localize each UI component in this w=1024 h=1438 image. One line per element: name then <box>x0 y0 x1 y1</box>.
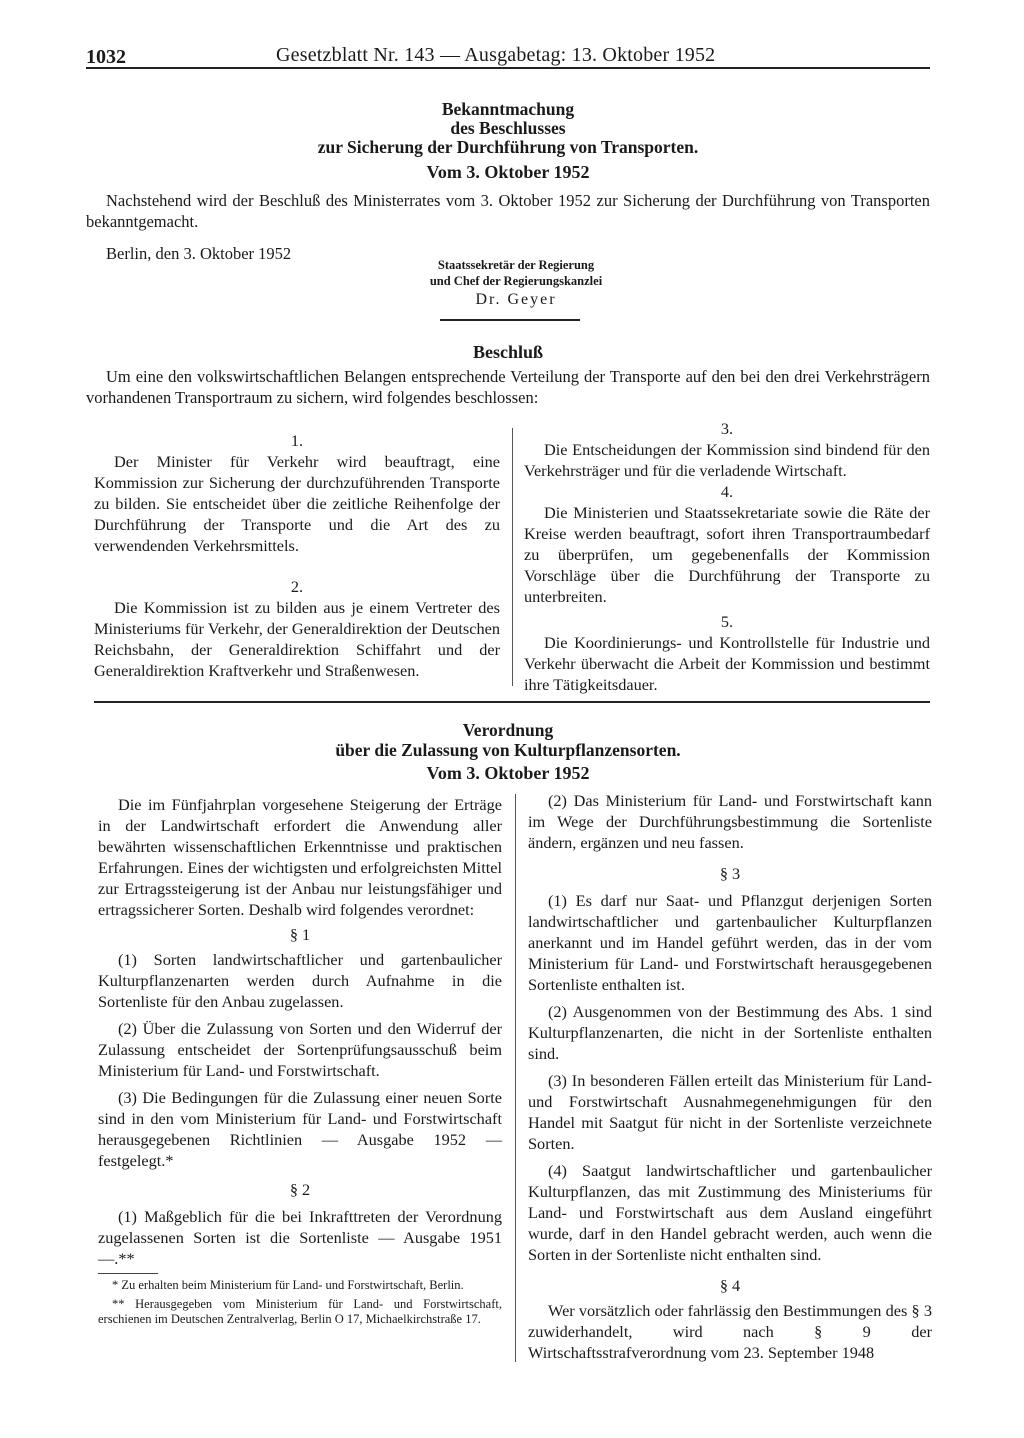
s3-para: (3) In besonderen Fällen erteilt das Ministerium für Land- und Forstwirtschaft Ausnahmegenehmigungen für den Handel mit Saatgut für nicht in der Sortenliste verzeichnete Sorten. <box>528 1071 932 1153</box>
point-number: 4. <box>720 482 734 501</box>
doc1-title-line: Bekanntmachung <box>441 99 575 119</box>
point-number: 3. <box>720 419 734 438</box>
signature-rule <box>440 319 580 321</box>
s1-para: (1) Sorten landwirtschaftlicher und gartenbaulicher Kulturpflanzenarten werden durch Aufnahme in die Sortenliste für den Anbau zugelassen. <box>98 950 502 1011</box>
beschluss-intro: Um eine den volkswirtschaftlichen Belangen entsprechende Verteilung der Transporte auf den bei den drei Verkehrsträgern vorhandenen Transportraum zu sichern, wird folgendes beschlossen: <box>86 367 930 407</box>
s1-para: (3) Die Bedingungen für die Zulassung einer neuen Sorte sind in den vom Ministerium für Land- und Forstwirtschaft herausgegebenen Richtlinien — Ausgabe 1952 — festgelegt.* <box>98 1088 502 1170</box>
footnote-rule <box>98 1273 158 1274</box>
doc1-intro: Nachstehend wird der Beschluß des Ministerrates vom 3. Oktober 1952 zur Sicherung der Durchführung von Transporten bekanntgemacht. <box>86 191 930 231</box>
doc1-left-column <box>94 430 500 681</box>
footnotes <box>98 1273 502 1327</box>
doc1-title-line: des Beschlusses <box>450 118 566 138</box>
doc2-title <box>86 720 930 783</box>
point-number: 5. <box>720 612 734 631</box>
section-4-title: § 4 <box>719 1276 741 1295</box>
signatory-line: Staatssekretär der Regierung <box>437 258 595 272</box>
s2-para: (2) Das Ministerium für Land- und Forstwirtschaft kann im Wege der Durchführungsbestimmung die Sortenliste ändern, ergänzen und neu fassen. <box>528 791 932 852</box>
doc1-right-column <box>524 418 930 695</box>
s3-para: (4) Saatgut landwirtschaftlicher und gartenbaulicher Kulturpflanzen, das mit Zustimmung des Ministeriums für Land- und Forstwirtschaft aus dem Ausland eingeführt wurde, darf in den Handel gebracht werden, auch wenn die Sorten in der Sortenliste nicht enthalten sind. <box>528 1161 932 1264</box>
signatory-name: Dr. Geyer <box>475 291 557 308</box>
point-text: Die Kommission ist zu bilden aus je einem Vertreter des Ministeriums für Verkehr, der Generaldirektion der Deutschen Reichsbahn, der Generaldirektion Schiffahrt und der Generaldirektion Kraftverkehr und Straßenwesen. <box>94 598 500 680</box>
beschluss-title: Beschluß <box>472 342 544 362</box>
s3-para: (1) Es darf nur Saat- und Pflanzgut derjenigen Sorten landwirtschaftlicher und gartenbaulicher Kulturpflanzen anerkannt und im Handel geführt werden, das in der vom Ministerium für Land- und Forstwirtschaft herausgegebenen Sortenliste enthalten ist. <box>528 891 932 994</box>
column-divider <box>515 794 516 1362</box>
footnote: * Zu erhalten beim Ministerium für Land- und Forstwirtschaft, Berlin. <box>112 1278 464 1292</box>
point-text: Die Koordinierungs- und Kontrollstelle für Industrie und Verkehr überwacht die Arbeit der Kommission und bestimmt ihre Tätigkeitsdauer. <box>524 633 930 694</box>
header-rule <box>86 67 930 69</box>
page-number: 1032 <box>86 46 126 68</box>
section-1-title: § 1 <box>289 925 311 944</box>
page-header <box>86 42 930 68</box>
doc1-date-line: Vom 3. Oktober 1952 <box>426 162 590 182</box>
s4-para: Wer vorsätzlich oder fahrlässig den Bestimmungen des § 3 zuwiderhandelt, wird nach § 9 der Wirtschaftsstrafverordnung vom 23. September 1948 <box>528 1301 932 1362</box>
section-2-title: § 2 <box>289 1180 311 1199</box>
section-3-title: § 3 <box>719 864 741 883</box>
doc2-right-column <box>528 790 932 1363</box>
s2-para: (1) Maßgeblich für die bei Inkrafttreten der Verordnung zugelassenen Sorten ist die Sortenliste — Ausgabe 1951 —.** <box>98 1207 502 1268</box>
doc2-left-column <box>98 794 502 1327</box>
preamble: Die im Fünfjahrplan vorgesehene Steigerung der Erträge in der Landwirtschaft erfordert die Anwendung aller bewährten wissenschaftlichen Erkenntnisse und praktischen Erfahrungen. Eines der wichtigsten und erfolgreichsten Mittel zur Ertragssteigerung ist der Anbau nur leistungsfähiger und ertragssicherer Sorten. Deshalb wird folgendes verordnet: <box>98 795 502 919</box>
doc2-title-line: Verordnung <box>462 720 554 740</box>
point-text: Die Entscheidungen der Kommission sind bindend für den Verkehrsträger und für die verladende Wirtschaft. <box>524 440 930 480</box>
section-rule <box>94 701 930 703</box>
point-text: Die Ministerien und Staatssekretariate sowie die Räte der Kreise werden beauftragt, sofort ihren Transportraumbedarf zu überprüfen, um gegebenenfalls der Kommission Vorschläge über die Durchführung der Transporte zu unterbreiten. <box>524 503 930 606</box>
point-number: 2. <box>290 577 304 596</box>
signatory-line: und Chef der Regierungskanzlei <box>429 274 603 288</box>
point-number: 1. <box>290 431 304 450</box>
s1-para: (2) Über die Zulassung von Sorten und den Widerruf der Zulassung entscheidet der Sortenprüfungsausschuß beim Ministerium für Land- und Forstwirtschaft. <box>98 1019 502 1080</box>
doc1-title-line: zur Sicherung der Durchführung von Transporten. <box>317 137 699 157</box>
doc2-title-line: über die Zulassung von Kulturpflanzensorten. <box>335 740 681 760</box>
signatory-title <box>344 257 688 289</box>
footnote: ** Herausgegeben vom Ministerium für Land- und Forstwirtschaft, erschienen im Deutschen Zentralverlag, Berlin O 17, Michaelkirchstraße 17. <box>98 1297 502 1326</box>
doc1-place-date: Berlin, den 3. Oktober 1952 <box>106 244 292 263</box>
doc2-date-line: Vom 3. Oktober 1952 <box>426 763 590 783</box>
doc1-title <box>86 100 930 182</box>
point-text: Der Minister für Verkehr wird beauftragt, eine Kommission zur Sicherung der durchzuführenden Transporte zu bilden. Sie entscheidet über die zeitliche Reihenfolge der Durchführung der Transporte und die Art des zu verwendenden Verkehrsmittels. <box>94 452 500 555</box>
header-title: Gesetzblatt Nr. 143 — Ausgabetag: 13. Oktober 1952 <box>276 44 716 66</box>
s3-para: (2) Ausgenommen von der Bestimmung des Abs. 1 sind Kulturpflanzenarten, die nicht in der Sortenliste enthalten sind. <box>528 1002 932 1063</box>
column-divider <box>512 428 513 686</box>
